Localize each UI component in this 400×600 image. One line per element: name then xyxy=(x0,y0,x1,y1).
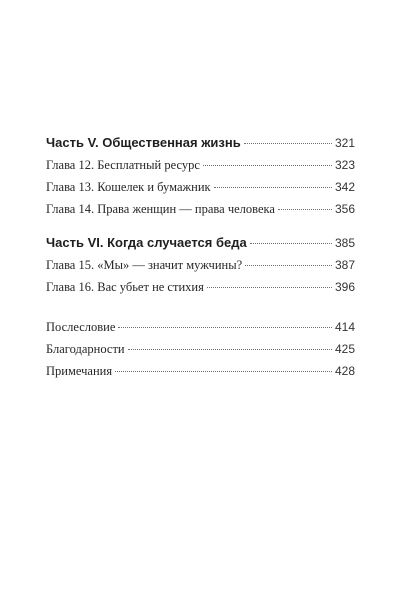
toc-page-number: 425 xyxy=(334,342,355,356)
toc-page-number: 323 xyxy=(334,158,355,172)
toc-entry-title: Часть VI. Когда случается беда xyxy=(46,235,247,250)
dot-leader xyxy=(245,265,332,266)
toc-section-part-6 xyxy=(46,232,355,298)
toc-part-heading[interactable] xyxy=(46,132,355,154)
toc-page-number: 428 xyxy=(334,364,355,378)
dot-leader xyxy=(244,143,332,144)
toc-backmatter-entry[interactable] xyxy=(46,338,355,360)
toc-page-number: 387 xyxy=(334,258,355,272)
dot-leader xyxy=(250,243,332,244)
table-of-contents xyxy=(46,0,355,600)
toc-entry-title: Глава 16. Вас убьет не стихия xyxy=(46,280,204,294)
dot-leader xyxy=(207,287,332,288)
toc-entry-title: Глава 15. «Мы» — значит мужчины? xyxy=(46,258,243,272)
toc-page-number: 342 xyxy=(334,180,355,194)
toc-entry-title: Благодарности xyxy=(46,342,125,356)
dot-leader xyxy=(115,371,332,372)
toc-page-number: 414 xyxy=(334,320,355,334)
toc-chapter-entry[interactable] xyxy=(46,254,355,276)
dot-leader xyxy=(203,165,332,166)
dot-leader xyxy=(278,209,332,210)
toc-part-heading[interactable] xyxy=(46,232,355,254)
toc-entry-title: Часть V. Общественная жизнь xyxy=(46,135,241,150)
toc-page-number: 396 xyxy=(334,280,355,294)
toc-entry-title: Послесловие xyxy=(46,320,116,334)
toc-chapter-entry[interactable] xyxy=(46,154,355,176)
toc-page-number: 356 xyxy=(334,202,355,216)
toc-entry-title: Глава 14. Права женщин — права человека xyxy=(46,202,275,216)
toc-entry-title: Глава 13. Кошелек и бумажник xyxy=(46,180,211,194)
toc-chapter-entry[interactable] xyxy=(46,276,355,298)
toc-entry-title: Примечания xyxy=(46,364,113,378)
toc-page-number: 385 xyxy=(334,236,355,250)
dot-leader xyxy=(118,327,332,328)
toc-backmatter-entry[interactable] xyxy=(46,360,355,382)
toc-entry-title: Глава 12. Бесплатный ресурс xyxy=(46,158,200,172)
dot-leader xyxy=(128,349,332,350)
toc-page-number: 321 xyxy=(334,136,355,150)
toc-backmatter-entry[interactable] xyxy=(46,316,355,338)
toc-section-part-5 xyxy=(46,132,355,220)
toc-chapter-entry[interactable] xyxy=(46,176,355,198)
dot-leader xyxy=(214,187,332,188)
toc-chapter-entry[interactable] xyxy=(46,198,355,220)
toc-backmatter xyxy=(46,316,355,382)
